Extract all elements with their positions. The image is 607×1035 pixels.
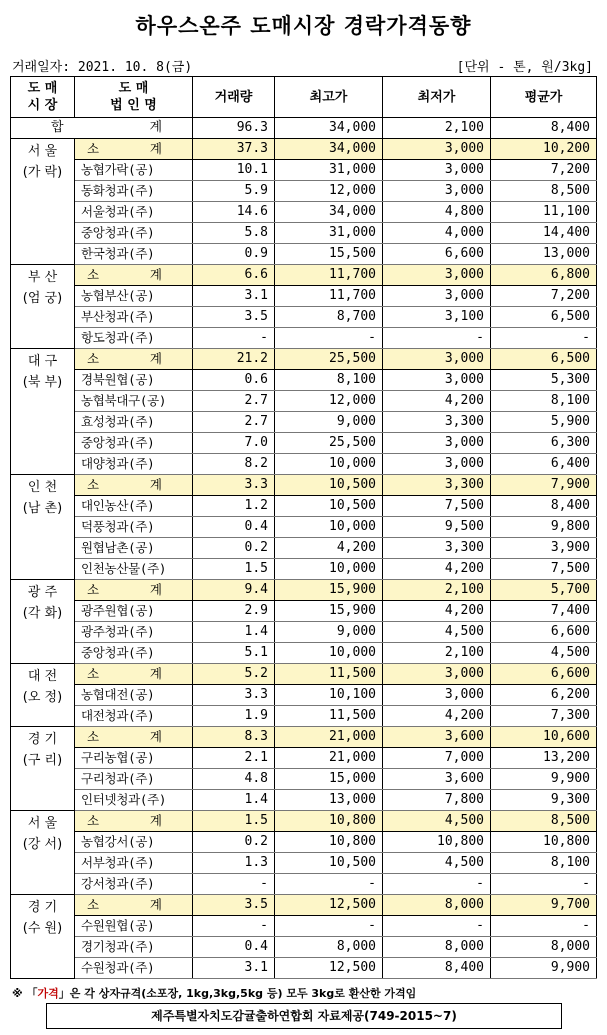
- corp-name: 농협대전(공): [75, 685, 193, 706]
- cell-max: 10,000: [275, 559, 383, 580]
- subtotal-row: [11, 139, 597, 160]
- subtotal-max: 12,500: [275, 895, 383, 916]
- total-avg: 8,400: [491, 118, 597, 139]
- subtotal-label: [75, 475, 193, 496]
- subtotal-label-right: 계: [149, 141, 162, 156]
- cell-min: 4,200: [383, 706, 491, 727]
- cell-max: 9,000: [275, 622, 383, 643]
- subtotal-volume: 9.4: [193, 580, 275, 601]
- cell-min: 3,000: [383, 181, 491, 202]
- subtotal-label-left: 소: [87, 582, 100, 597]
- subtotal-min: 2,100: [383, 580, 491, 601]
- cell-min: 8,400: [383, 958, 491, 979]
- subtotal-label-right: 계: [149, 666, 162, 681]
- cell-volume: -: [193, 916, 275, 937]
- footnote-rest: 」은 각 상자규격(소포장, 1kg,3kg,5kg 등) 모두 3kg로 환산한 가격임: [58, 987, 417, 1000]
- total-label-left: 합: [51, 120, 64, 135]
- cell-max: 34,000: [275, 202, 383, 223]
- cell-avg: 3,900: [491, 538, 597, 559]
- table-row: [11, 433, 597, 454]
- cell-avg: 9,800: [491, 517, 597, 538]
- cell-volume: 3.1: [193, 286, 275, 307]
- subtotal-label: [75, 895, 193, 916]
- cell-volume: 3.3: [193, 685, 275, 706]
- cell-min: 7,500: [383, 496, 491, 517]
- corp-name: 수원원협(공): [75, 916, 193, 937]
- cell-volume: 7.0: [193, 433, 275, 454]
- cell-max: 15,500: [275, 244, 383, 265]
- cell-volume: 2.7: [193, 412, 275, 433]
- cell-max: 15,000: [275, 769, 383, 790]
- cell-avg: 5,300: [491, 370, 597, 391]
- cell-volume: 10.1: [193, 160, 275, 181]
- table-row: [11, 832, 597, 853]
- cell-max: 12,500: [275, 958, 383, 979]
- cell-volume: 8.2: [193, 454, 275, 475]
- subtotal-max: 11,500: [275, 664, 383, 685]
- subtotal-label: [75, 265, 193, 286]
- cell-volume: 1.9: [193, 706, 275, 727]
- subtotal-label-right: 계: [149, 582, 162, 597]
- cell-min: 4,200: [383, 391, 491, 412]
- subtotal-row: [11, 664, 597, 685]
- cell-avg: -: [491, 328, 597, 349]
- cell-avg: 11,100: [491, 202, 597, 223]
- table-row: [11, 223, 597, 244]
- cell-volume: -: [193, 874, 275, 895]
- subtotal-label-right: 계: [149, 729, 162, 744]
- cell-avg: 9,300: [491, 790, 597, 811]
- subtotal-label-left: 소: [87, 141, 100, 156]
- table-row: [11, 517, 597, 538]
- corp-name: 수원청과(주): [75, 958, 193, 979]
- market-name: 경 기 (구 리): [11, 727, 75, 811]
- cell-volume: 5.8: [193, 223, 275, 244]
- corp-name: 부산청과(주): [75, 307, 193, 328]
- subtotal-avg: 6,800: [491, 265, 597, 286]
- cell-max: 25,500: [275, 433, 383, 454]
- subtotal-label-right: 계: [149, 477, 162, 492]
- cell-min: 3,100: [383, 307, 491, 328]
- cell-max: 10,000: [275, 454, 383, 475]
- cell-volume: 2.9: [193, 601, 275, 622]
- subtotal-max: 34,000: [275, 139, 383, 160]
- market-name: 대 전 (오 정): [11, 664, 75, 727]
- cell-max: 10,500: [275, 853, 383, 874]
- subtotal-label-right: 계: [149, 267, 162, 282]
- cell-volume: 1.2: [193, 496, 275, 517]
- header-min: 최저가: [383, 77, 491, 118]
- cell-avg: 7,200: [491, 286, 597, 307]
- table-row: [11, 958, 597, 979]
- corp-name: 서부청과(주): [75, 853, 193, 874]
- subtotal-max: 11,700: [275, 265, 383, 286]
- table-row: [11, 538, 597, 559]
- cell-max: -: [275, 874, 383, 895]
- table-row: [11, 685, 597, 706]
- table-row: [11, 160, 597, 181]
- subtotal-min: 8,000: [383, 895, 491, 916]
- table-row: [11, 874, 597, 895]
- table-row: [11, 622, 597, 643]
- cell-avg: 6,600: [491, 622, 597, 643]
- footnote-prefix: ※ 「: [12, 987, 38, 1000]
- cell-max: -: [275, 916, 383, 937]
- table-row: [11, 559, 597, 580]
- header-avg: 평균가: [491, 77, 597, 118]
- cell-min: 4,500: [383, 622, 491, 643]
- cell-avg: 8,100: [491, 853, 597, 874]
- unit-label: [단위 - 톤, 원/3kg]: [456, 60, 593, 75]
- cell-max: 8,000: [275, 937, 383, 958]
- subtotal-label: [75, 580, 193, 601]
- table-row: [11, 412, 597, 433]
- cell-min: 4,000: [383, 223, 491, 244]
- table-row: [11, 202, 597, 223]
- cell-avg: -: [491, 916, 597, 937]
- cell-avg: 9,900: [491, 769, 597, 790]
- corp-name: 중앙청과(주): [75, 223, 193, 244]
- cell-max: 12,000: [275, 181, 383, 202]
- data-provider: 제주특별자치도감귤출하연합회 자료제공(749-2015~7): [46, 1003, 562, 1029]
- cell-avg: 6,500: [491, 307, 597, 328]
- subtotal-avg: 10,600: [491, 727, 597, 748]
- subtotal-max: 10,800: [275, 811, 383, 832]
- subtotal-label: [75, 139, 193, 160]
- total-label-right: 계: [149, 120, 162, 135]
- cell-min: 3,000: [383, 685, 491, 706]
- table-row: [11, 790, 597, 811]
- corp-name: 원협남촌(공): [75, 538, 193, 559]
- corp-name: 동화청과(주): [75, 181, 193, 202]
- cell-volume: 1.5: [193, 559, 275, 580]
- corp-name: 인터넷청과(주): [75, 790, 193, 811]
- total-row: [11, 118, 597, 139]
- cell-volume: 0.4: [193, 517, 275, 538]
- cell-avg: 10,800: [491, 832, 597, 853]
- cell-avg: 6,300: [491, 433, 597, 454]
- total-min: 2,100: [383, 118, 491, 139]
- corp-name: 강서청과(주): [75, 874, 193, 895]
- cell-volume: 1.4: [193, 622, 275, 643]
- header-volume: 거래량: [193, 77, 275, 118]
- cell-max: 12,000: [275, 391, 383, 412]
- corp-name: 대양청과(주): [75, 454, 193, 475]
- header-market-line1: 도 매: [27, 81, 58, 96]
- subtotal-avg: 5,700: [491, 580, 597, 601]
- footnote: [12, 985, 416, 1001]
- cell-max: 31,000: [275, 223, 383, 244]
- table-row: [11, 307, 597, 328]
- cell-avg: 9,900: [491, 958, 597, 979]
- cell-min: -: [383, 916, 491, 937]
- subtotal-min: 3,600: [383, 727, 491, 748]
- cell-min: 7,800: [383, 790, 491, 811]
- subtotal-avg: 8,500: [491, 811, 597, 832]
- table-row: [11, 937, 597, 958]
- corp-name: 농협북대구(공): [75, 391, 193, 412]
- subtotal-avg: 6,600: [491, 664, 597, 685]
- corp-name: 구리농협(공): [75, 748, 193, 769]
- header-corp: [75, 77, 193, 118]
- subtotal-min: 3,000: [383, 265, 491, 286]
- cell-avg: 7,500: [491, 559, 597, 580]
- table-row: [11, 748, 597, 769]
- subtotal-label: [75, 349, 193, 370]
- table-row: [11, 370, 597, 391]
- cell-volume: 14.6: [193, 202, 275, 223]
- subtotal-label-left: 소: [87, 477, 100, 492]
- cell-min: 2,100: [383, 643, 491, 664]
- cell-max: 9,000: [275, 412, 383, 433]
- subtotal-label: [75, 811, 193, 832]
- header-row: [11, 77, 597, 118]
- cell-volume: 5.9: [193, 181, 275, 202]
- subtotal-label: [75, 664, 193, 685]
- corp-name: 농협강서(공): [75, 832, 193, 853]
- table-row: [11, 244, 597, 265]
- table-row: [11, 643, 597, 664]
- market-name: 서 울 (가 락): [11, 139, 75, 265]
- subtotal-volume: 6.6: [193, 265, 275, 286]
- corp-name: 농협부산(공): [75, 286, 193, 307]
- subtotal-volume: 3.3: [193, 475, 275, 496]
- cell-volume: 0.6: [193, 370, 275, 391]
- subtotal-row: [11, 349, 597, 370]
- subtotal-volume: 37.3: [193, 139, 275, 160]
- subtotal-label-right: 계: [149, 897, 162, 912]
- subtotal-label-left: 소: [87, 351, 100, 366]
- subtotal-max: 10,500: [275, 475, 383, 496]
- cell-avg: -: [491, 874, 597, 895]
- corp-name: 서울청과(주): [75, 202, 193, 223]
- subtotal-max: 15,900: [275, 580, 383, 601]
- subtotal-row: [11, 580, 597, 601]
- table-row: [11, 853, 597, 874]
- corp-name: 광주원협(공): [75, 601, 193, 622]
- subtotal-row: [11, 475, 597, 496]
- cell-max: 15,900: [275, 601, 383, 622]
- cell-min: 3,300: [383, 538, 491, 559]
- corp-name: 인천농산물(주): [75, 559, 193, 580]
- table-row: [11, 601, 597, 622]
- cell-min: 4,500: [383, 853, 491, 874]
- footnote-highlight: 가격: [37, 987, 59, 1000]
- subtotal-avg: 6,500: [491, 349, 597, 370]
- corp-name: 항도청과(주): [75, 328, 193, 349]
- cell-max: -: [275, 328, 383, 349]
- subtotal-max: 21,000: [275, 727, 383, 748]
- header-market-line2: 시 장: [27, 98, 58, 113]
- page-title: 하우스온주 도매시장 경락가격동향: [135, 14, 472, 38]
- cell-volume: 0.4: [193, 937, 275, 958]
- cell-max: 10,000: [275, 643, 383, 664]
- cell-max: 10,000: [275, 517, 383, 538]
- header-max: 최고가: [275, 77, 383, 118]
- cell-avg: 5,900: [491, 412, 597, 433]
- cell-min: 4,200: [383, 601, 491, 622]
- table-row: [11, 769, 597, 790]
- cell-max: 10,100: [275, 685, 383, 706]
- table-row: [11, 391, 597, 412]
- cell-min: 6,600: [383, 244, 491, 265]
- table-row: [11, 496, 597, 517]
- corp-name: 중앙청과(주): [75, 643, 193, 664]
- corp-name: 농협가락(공): [75, 160, 193, 181]
- cell-avg: 8,400: [491, 496, 597, 517]
- cell-max: 10,800: [275, 832, 383, 853]
- cell-max: 11,500: [275, 706, 383, 727]
- subtotal-label-right: 계: [149, 351, 162, 366]
- cell-min: -: [383, 874, 491, 895]
- corp-name: 대인농산(주): [75, 496, 193, 517]
- header-corp-line1: 도 매: [118, 81, 149, 96]
- corp-name: 중앙청과(주): [75, 433, 193, 454]
- cell-avg: 8,500: [491, 181, 597, 202]
- cell-min: 3,000: [383, 433, 491, 454]
- subtotal-volume: 3.5: [193, 895, 275, 916]
- subtotal-min: 3,000: [383, 349, 491, 370]
- subtotal-volume: 5.2: [193, 664, 275, 685]
- cell-avg: 13,000: [491, 244, 597, 265]
- cell-min: 3,600: [383, 769, 491, 790]
- subtotal-volume: 21.2: [193, 349, 275, 370]
- total-volume: 96.3: [193, 118, 275, 139]
- corp-name: 경기청과(주): [75, 937, 193, 958]
- subtotal-row: [11, 811, 597, 832]
- header-corp-line2: 법 인 명: [110, 98, 157, 113]
- corp-name: 효성청과(주): [75, 412, 193, 433]
- cell-max: 31,000: [275, 160, 383, 181]
- cell-avg: 13,200: [491, 748, 597, 769]
- cell-min: 8,000: [383, 937, 491, 958]
- cell-min: 3,000: [383, 286, 491, 307]
- cell-volume: -: [193, 328, 275, 349]
- subtotal-avg: 9,700: [491, 895, 597, 916]
- cell-volume: 1.3: [193, 853, 275, 874]
- subtotal-avg: 10,200: [491, 139, 597, 160]
- market-name: 대 구 (북 부): [11, 349, 75, 475]
- price-table: [10, 76, 597, 979]
- subtotal-label: [75, 727, 193, 748]
- market-name: 광 주 (각 화): [11, 580, 75, 664]
- cell-avg: 7,300: [491, 706, 597, 727]
- cell-min: 10,800: [383, 832, 491, 853]
- trade-date: 거래일자: 2021. 10. 8(금): [12, 60, 193, 75]
- subtotal-row: [11, 727, 597, 748]
- cell-min: 3,000: [383, 160, 491, 181]
- corp-name: 대전청과(주): [75, 706, 193, 727]
- market-name: 경 기 (수 원): [11, 895, 75, 979]
- subtotal-label-left: 소: [87, 666, 100, 681]
- cell-max: 21,000: [275, 748, 383, 769]
- subtotal-row: [11, 265, 597, 286]
- subtotal-row: [11, 895, 597, 916]
- cell-max: 4,200: [275, 538, 383, 559]
- cell-volume: 5.1: [193, 643, 275, 664]
- cell-avg: 6,200: [491, 685, 597, 706]
- total-label: [11, 118, 193, 139]
- subtotal-label-left: 소: [87, 267, 100, 282]
- subtotal-volume: 1.5: [193, 811, 275, 832]
- cell-max: 11,700: [275, 286, 383, 307]
- cell-volume: 2.7: [193, 391, 275, 412]
- market-name: 인 천 (남 촌): [11, 475, 75, 580]
- cell-volume: 0.2: [193, 832, 275, 853]
- subtotal-avg: 7,900: [491, 475, 597, 496]
- cell-max: 13,000: [275, 790, 383, 811]
- market-name: 부 산 (엄 궁): [11, 265, 75, 349]
- cell-avg: 7,400: [491, 601, 597, 622]
- subtotal-min: 3,000: [383, 664, 491, 685]
- corp-name: 광주청과(주): [75, 622, 193, 643]
- cell-volume: 2.1: [193, 748, 275, 769]
- subtotal-max: 25,500: [275, 349, 383, 370]
- table-row: [11, 916, 597, 937]
- table-row: [11, 181, 597, 202]
- cell-avg: 6,400: [491, 454, 597, 475]
- cell-avg: 14,400: [491, 223, 597, 244]
- cell-volume: 4.8: [193, 769, 275, 790]
- subtotal-label-right: 계: [149, 813, 162, 828]
- total-max: 34,000: [275, 118, 383, 139]
- corp-name: 경북원협(공): [75, 370, 193, 391]
- cell-max: 10,500: [275, 496, 383, 517]
- cell-min: 4,200: [383, 559, 491, 580]
- subtotal-label-left: 소: [87, 729, 100, 744]
- subtotal-min: 3,000: [383, 139, 491, 160]
- market-name: 서 울 (강 서): [11, 811, 75, 895]
- subtotal-label-left: 소: [87, 813, 100, 828]
- cell-min: 3,300: [383, 412, 491, 433]
- table-row: [11, 454, 597, 475]
- cell-volume: 3.1: [193, 958, 275, 979]
- cell-min: 7,000: [383, 748, 491, 769]
- subtotal-volume: 8.3: [193, 727, 275, 748]
- cell-max: 8,100: [275, 370, 383, 391]
- subtotal-min: 3,300: [383, 475, 491, 496]
- corp-name: 한국청과(주): [75, 244, 193, 265]
- cell-min: -: [383, 328, 491, 349]
- cell-min: 3,000: [383, 454, 491, 475]
- cell-volume: 0.2: [193, 538, 275, 559]
- corp-name: 덕풍청과(주): [75, 517, 193, 538]
- cell-min: 3,000: [383, 370, 491, 391]
- subtotal-label-left: 소: [87, 897, 100, 912]
- cell-volume: 0.9: [193, 244, 275, 265]
- cell-min: 4,800: [383, 202, 491, 223]
- cell-avg: 4,500: [491, 643, 597, 664]
- cell-avg: 8,100: [491, 391, 597, 412]
- cell-min: 9,500: [383, 517, 491, 538]
- cell-avg: 8,000: [491, 937, 597, 958]
- corp-name: 구리청과(주): [75, 769, 193, 790]
- cell-volume: 3.5: [193, 307, 275, 328]
- cell-avg: 7,200: [491, 160, 597, 181]
- header-market: [11, 77, 75, 118]
- table-row: [11, 706, 597, 727]
- table-row: [11, 328, 597, 349]
- cell-max: 8,700: [275, 307, 383, 328]
- table-row: [11, 286, 597, 307]
- subtotal-min: 4,500: [383, 811, 491, 832]
- cell-volume: 1.4: [193, 790, 275, 811]
